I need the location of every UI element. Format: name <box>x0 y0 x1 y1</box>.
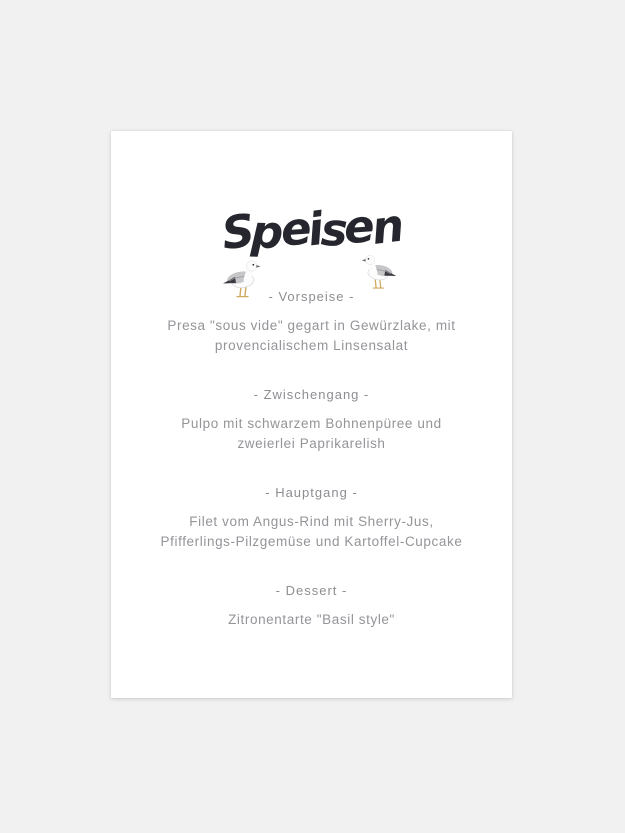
dish-line: Filet vom Angus-Rind mit Sherry-Jus, <box>189 514 434 529</box>
dish-line: provencialischem Linsensalat <box>214 338 409 353</box>
menu-sections <box>121 287 502 630</box>
menu-section-zwischengang <box>121 385 502 454</box>
dish-line: zweierlei Paprikarelish <box>237 436 386 451</box>
section-heading: - Hauptgang - <box>265 485 358 500</box>
dish-line: Pfifferlings-Pilzgemüse und Kartoffel-Cupcake <box>160 534 463 549</box>
menu-section-vorspeise <box>121 287 502 356</box>
section-heading: - Zwischengang - <box>253 387 370 402</box>
menu-card <box>111 131 512 698</box>
menu-section-dessert <box>121 581 502 630</box>
section-heading: - Dessert - <box>275 583 348 598</box>
section-heading: - Vorspeise - <box>268 289 355 304</box>
menu-title-text: Speisen <box>218 198 404 261</box>
dish-line: Pulpo mit schwarzem Bohnenpüree und <box>181 416 442 431</box>
menu-title <box>111 198 512 261</box>
dish-line: Zitronentarte "Basil style" <box>228 612 395 627</box>
menu-section-hauptgang <box>121 483 502 552</box>
dish-line: Presa "sous vide" gegart in Gewürzlake, mit <box>167 318 456 333</box>
